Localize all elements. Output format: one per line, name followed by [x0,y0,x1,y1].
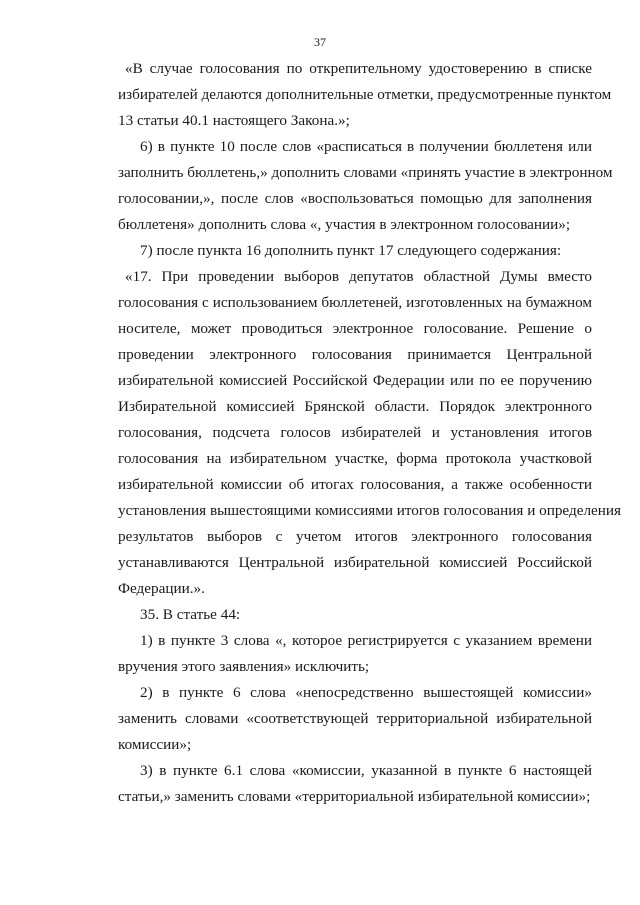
text-line: 1) в пункте 3 слова «, которое регистрируется с указанием времени [140,632,592,649]
text-line: проведении электронного голосования принимается Центральной [118,346,592,363]
text-line: «17. При проведении выборов депутатов областной Думы вместо [125,268,592,285]
text-line: носителе, может проводиться электронное голосование. Решение о [118,320,592,337]
text-line: Федерации.». [118,580,205,597]
text-line: Избирательной комиссией Брянской области. Порядок электронного [118,398,592,415]
text-line: результатов выборов с учетом итогов электронного голосования [118,528,592,545]
text-line: заполнить бюллетень,» дополнить словами «принять участие в электронном [118,164,613,181]
text-line: бюллетеня» дополнить слова «, участия в электронном голосовании»; [118,216,571,233]
text-line: статьи,» заменить словами «территориальной избирательной комиссии»; [118,788,591,805]
text-line: 13 статьи 40.1 настоящего Закона.»; [118,112,350,129]
text-line: комиссии»; [118,736,192,753]
text-line: «В случае голосования по открепительному удостоверению в списке [125,60,592,77]
text-line: 7) после пункта 16 дополнить пункт 17 следующего содержания: [140,242,562,259]
text-line: 2) в пункте 6 слова «непосредственно вышестоящей комиссии» [140,684,592,701]
text-line: 35. В статье 44: [140,606,241,623]
text-line: избирательной комиссией Российской Федерации или по ее поручению [118,372,592,389]
text-line: избирателей делаются дополнительные отметки, предусмотренные пунктом [118,86,612,103]
text-line: голосования, подсчета голосов избирателей и установления итогов [118,424,592,441]
text-line: голосовании,», после слов «воспользоваться помощью для заполнения [118,190,592,207]
text-line: избирательной комиссии об итогах голосования, а также особенности [118,476,592,493]
text-line: 6) в пункте 10 после слов «расписаться в получении бюллетеня или [140,138,592,155]
text-line: заменить словами «соответствующей территориальной избирательной [118,710,592,727]
text-line: 3) в пункте 6.1 слова «комиссии, указанной в пункте 6 настоящей [140,762,592,779]
text-line: устанавливаются Центральной избирательной комиссией Российской [118,554,592,571]
text-line: установления вышестоящими комиссиями итогов голосования и определения [118,502,622,519]
text-line: голосования с использованием бюллетеней, изготовленных на бумажном [118,294,592,311]
page-number: 37 [314,35,326,49]
text-line: голосования на избирательном участке, форма протокола участковой [118,450,592,467]
text-line: вручения этого заявления» исключить; [118,658,370,675]
